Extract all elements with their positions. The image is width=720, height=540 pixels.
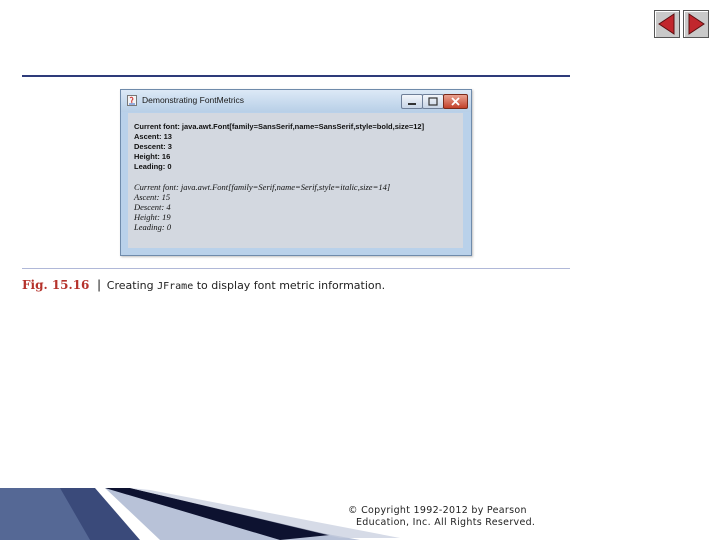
bold-descent: Descent: 3 [134, 142, 172, 151]
bold-leading: Leading: 0 [134, 162, 172, 171]
copyright-notice [348, 505, 535, 529]
caption-text-before: Creating [106, 279, 158, 292]
previous-slide-icon [655, 11, 679, 37]
caption-text-after: to display font metric information. [193, 279, 386, 292]
bold-font-line: Current font: java.awt.Font[family=SansSerif,name=SansSerif,style=bold,size=12] [134, 122, 425, 131]
window-content [128, 113, 463, 248]
minimize-button[interactable] [401, 94, 423, 109]
bold-ascent: Ascent: 13 [134, 132, 172, 141]
window-titlebar [121, 90, 471, 112]
italic-height: Height: 19 [134, 212, 171, 222]
caption-code: JFrame [157, 281, 194, 292]
font-metrics-window [120, 89, 472, 256]
bold-height: Height: 16 [134, 152, 171, 161]
copyright-line-2: Education, Inc. All Rights Reserved. [356, 517, 536, 528]
top-divider [22, 75, 570, 77]
previous-slide-button[interactable] [654, 10, 680, 38]
italic-ascent: Ascent: 15 [134, 192, 171, 202]
copyright-line-1: © Copyright 1992-2012 by Pearson [348, 505, 527, 516]
next-slide-icon [684, 11, 708, 37]
italic-leading: Leading: 0 [134, 222, 172, 232]
caption-divider [22, 268, 570, 269]
close-button[interactable] [443, 94, 468, 109]
java-app-icon [127, 95, 137, 106]
maximize-icon [423, 95, 443, 108]
close-icon [444, 95, 467, 108]
minimize-icon [402, 95, 422, 108]
italic-font-line: Current font: java.awt.Font[family=Serif,name=Serif,style=italic,size=14] [134, 182, 391, 192]
italic-descent: Descent: 4 [134, 202, 171, 212]
next-slide-button[interactable] [683, 10, 709, 38]
maximize-button[interactable] [422, 94, 444, 109]
figure-caption [22, 276, 385, 294]
figure-label: Fig. 15.16 [22, 278, 90, 292]
caption-separator: | [97, 277, 101, 292]
window-title: Demonstrating FontMetrics [142, 95, 245, 105]
